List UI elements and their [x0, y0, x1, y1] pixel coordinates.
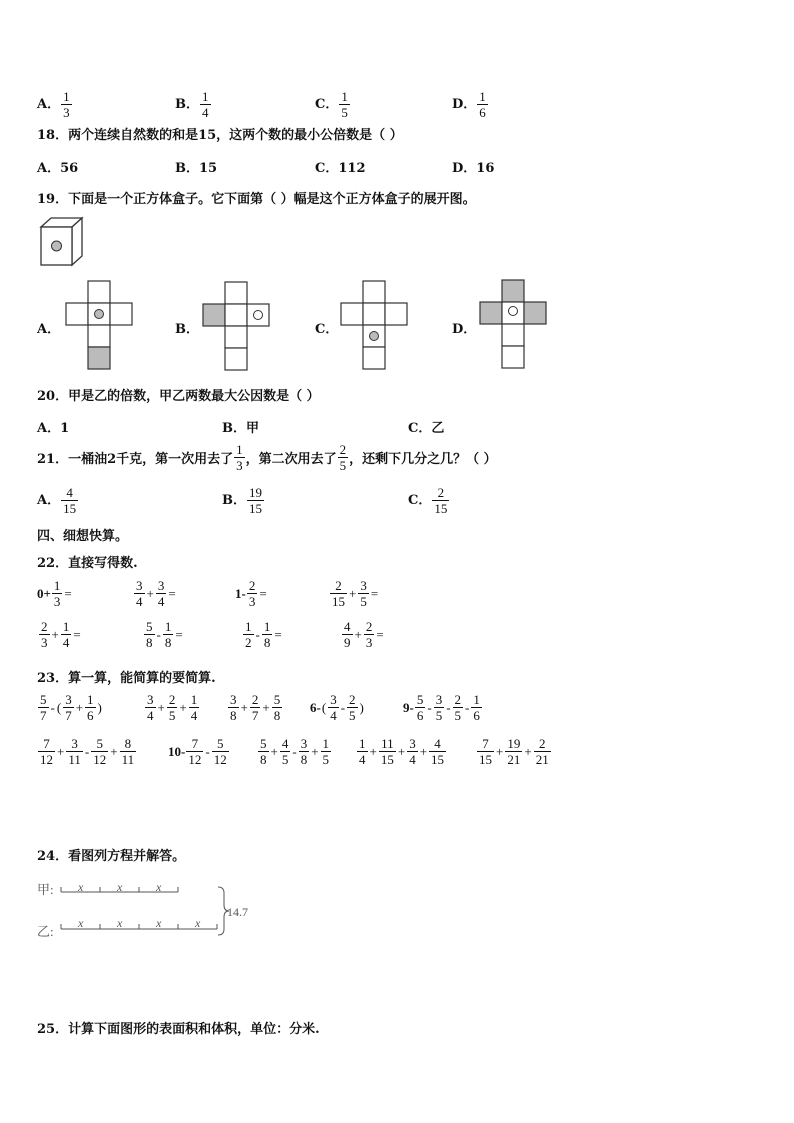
q24-question: 24．看图列方程并解答。: [37, 849, 186, 864]
cube-figure: [38, 216, 84, 268]
label-yi: 乙:: [37, 924, 54, 939]
q20-question: 20．甲是乙的倍数，甲乙两数最大公因数是（ ）: [37, 389, 320, 404]
q23-expr-1: $\frac{5}{7}$ - ( $\frac{3}{7}$ + $\frac{1}{6}$ ): [40, 692, 102, 723]
q23-expr-8: $\frac{5}{8}$ + $\frac{4}{5}$ - $\frac{3}{8}$ + $\frac{1}{5}$: [260, 736, 330, 767]
q21-question: 21．一桶油2千克，第一次用去了 $\frac{1}{3}$ ，第二次用去了 $\frac{2}{5}$ ，还剩下几分之几？（ ）: [37, 442, 497, 473]
net-c: [339, 279, 411, 373]
q21-option-c: C． $\frac{2}{15}$: [408, 485, 448, 516]
q23-expr-3: $\frac{3}{8}$ + $\frac{2}{7}$ + $\frac{5}{8}$: [230, 692, 281, 723]
q21-option-a: A． $\frac{4}{15}$: [37, 485, 77, 516]
total-label: 14.7: [227, 905, 248, 919]
q19-label-b: B．: [175, 322, 199, 337]
q19-label-c: C．: [315, 322, 339, 337]
q17-option-d: D． $\frac{1}{6}$: [452, 89, 486, 120]
x-label-jia-1: x: [78, 880, 84, 894]
q22-expr-2: $\frac{3}{4}$ + $\frac{3}{4}$ =: [136, 578, 176, 609]
q20-option-a: A．1: [37, 421, 70, 436]
q18-option-a: A．56: [37, 161, 79, 176]
q22-expr-8: $\frac{4}{9}$ + $\frac{2}{3}$ =: [344, 619, 384, 650]
q17-option-a: A． $\frac{1}{3}$: [37, 89, 70, 120]
net-d: [478, 278, 550, 372]
q18-question: 18．两个连续自然数的和是15，这两个数的最小公倍数是（ ）: [37, 128, 403, 143]
q19-label-a: A．: [37, 322, 61, 337]
q22-expr-4: $\frac{2}{15}$ + $\frac{3}{5}$ =: [332, 578, 379, 609]
x-label-jia-2: x: [117, 880, 123, 894]
q18-option-d: D．16: [452, 161, 495, 176]
q23-expr-10: $\frac{7}{15}$ + $\frac{19}{21}$ + $\frac{2}{21}$: [479, 736, 549, 767]
q18-option-b: B．15: [175, 161, 218, 176]
net-b: [201, 280, 273, 374]
q22-question: 22．直接写得数.: [37, 556, 138, 571]
q23-expr-4: 6- ( $\frac{3}{4}$ - $\frac{2}{5}$ ): [310, 692, 364, 723]
q23-expr-2: $\frac{3}{4}$ + $\frac{2}{5}$ + $\frac{1}{4}$: [147, 692, 198, 723]
q19-label-d: D．: [452, 322, 477, 337]
q22-expr-5: $\frac{2}{3}$ + $\frac{1}{4}$ =: [41, 619, 81, 650]
x-label-yi-3: x: [156, 916, 162, 930]
q21-option-b: B． $\frac{19}{15}$: [222, 485, 262, 516]
q17-option-b: B． $\frac{1}{4}$: [175, 89, 209, 120]
q22-expr-6: $\frac{5}{8}$ - $\frac{1}{8}$ =: [146, 619, 183, 650]
x-label-yi-2: x: [117, 916, 123, 930]
q20-option-c: C．乙: [408, 421, 445, 436]
x-label-jia-3: x: [156, 880, 162, 894]
net-a: [64, 279, 136, 373]
q23-expr-6: $\frac{7}{12}$ + $\frac{3}{11}$ - $\frac{5}{12}$ + $\frac{8}{11}$: [40, 736, 135, 767]
q20-option-b: B．甲: [222, 421, 259, 436]
label-jia: 甲:: [37, 882, 54, 897]
q18-option-c: C．112: [315, 161, 366, 176]
q22-expr-3: 1- $\frac{2}{3}$ =: [235, 578, 267, 609]
q19-question: 19．下面是一个正方体盒子。它下面第（ ）幅是这个正方体盒子的展开图。: [37, 192, 476, 207]
segment-diagram: [58, 875, 248, 940]
x-label-yi-1: x: [78, 916, 84, 930]
q25-question: 25．计算下面图形的表面积和体积，单位：分米.: [37, 1022, 320, 1037]
q23-expr-5: 9- $\frac{5}{6}$ - $\frac{3}{5}$ - $\frac{2}{5}$ - $\frac{1}{6}$: [403, 692, 480, 723]
q23-expr-7: 10- $\frac{7}{12}$ - $\frac{5}{12}$: [168, 736, 227, 767]
q23-expr-9: $\frac{1}{4}$ + $\frac{11}{15}$ + $\frac{3}{4}$ + $\frac{4}{15}$: [359, 736, 445, 767]
q22-expr-1: 0+ $\frac{1}{3}$ =: [37, 578, 72, 609]
x-label-yi-4: x: [195, 916, 201, 930]
q22-expr-7: $\frac{1}{2}$ - $\frac{1}{8}$ =: [245, 619, 282, 650]
q17-option-c: C． $\frac{1}{5}$: [315, 89, 348, 120]
q23-question: 23．算一算，能简算的要简算.: [37, 671, 216, 686]
section-heading: 四、细想快算。: [37, 529, 129, 544]
